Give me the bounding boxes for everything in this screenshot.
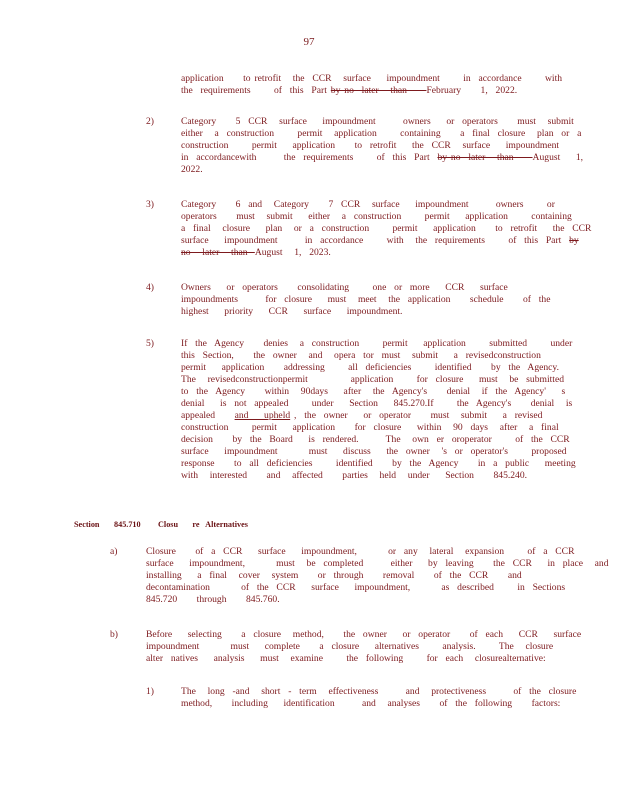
page-number: 97 bbox=[303, 36, 315, 48]
text-run: Closure of a CCR surface impoundment, or any lateral expansion of a CCR bbox=[146, 546, 575, 557]
item-line bbox=[181, 235, 579, 247]
sub-item-line bbox=[146, 570, 522, 582]
text-run: surface impoundment in accordance with the requirements of this Part bbox=[181, 235, 570, 246]
section-label: Section bbox=[74, 520, 100, 529]
text-run: construction permit application for closure within 90 days after a final bbox=[181, 422, 559, 433]
item-line bbox=[181, 199, 555, 211]
nested-item-line bbox=[181, 698, 560, 710]
item-line bbox=[181, 294, 551, 306]
text-run: to the Agency within 90days after the Agency's denial if the Agency' s bbox=[181, 386, 566, 397]
text-run: decision by the Board is rendered. The own er oroperator of the CCR bbox=[181, 434, 570, 445]
item-number: 5) bbox=[146, 338, 154, 349]
text-run: response to all deficiencies identified by the Agency in a public meeting bbox=[181, 458, 576, 469]
text-run: Category 5 CCR surface impoundment owners or operators must submit bbox=[181, 116, 574, 127]
underlined-text: and upheld bbox=[234, 410, 291, 421]
text-run: , the owner or operator must submit a revised bbox=[290, 410, 543, 421]
item-number: 4) bbox=[146, 282, 154, 293]
text-run: with interested and affected parties held under Section 845.240. bbox=[181, 470, 528, 481]
item-line bbox=[181, 116, 574, 128]
item-line bbox=[181, 398, 572, 410]
text-run: permit application addressing all deficiencies identified by the Agency. bbox=[181, 362, 560, 373]
text-run: surface impoundment, must be completed either by leaving the CCR in place and bbox=[146, 558, 609, 569]
item-number: 2) bbox=[146, 116, 154, 127]
item-line bbox=[181, 223, 591, 235]
item-line bbox=[181, 374, 564, 386]
struck-text: by bbox=[569, 235, 579, 246]
item-line bbox=[181, 282, 508, 294]
item-line bbox=[181, 152, 583, 164]
text-run: August 1, 2023. bbox=[254, 247, 331, 258]
text-run: application to retrofit the CCR surface impoundment in accordance with bbox=[181, 73, 563, 84]
item-line bbox=[181, 386, 565, 398]
item-line bbox=[181, 434, 570, 446]
sub-item-line bbox=[146, 558, 609, 570]
item-line bbox=[181, 128, 581, 140]
text-run: decontamination of the CCR surface impoundment, as described in Sections bbox=[146, 582, 566, 593]
text-run: impoundments for closure must meet the application schedule of the bbox=[181, 294, 551, 305]
sub-item-number: b) bbox=[110, 629, 118, 640]
text-run: 845.720 through 845.760. bbox=[146, 594, 280, 605]
item-line bbox=[181, 350, 541, 362]
sub-item-line bbox=[146, 653, 546, 665]
item-line bbox=[181, 470, 527, 482]
text-run: installing a final cover system or through removal of the CCR and bbox=[146, 570, 522, 581]
text-run: highest priority CCR surface impoundment. bbox=[181, 306, 403, 317]
text-run: operators must submit either a construction permit application containing bbox=[181, 211, 572, 222]
item-line bbox=[181, 446, 567, 458]
text-run: If the Agency denies a construction permit application submitted under bbox=[181, 338, 573, 349]
struck-text: no later than bbox=[181, 247, 255, 258]
text-run: denial is not appealed under Section 845.270.If the Agency's denial is bbox=[181, 398, 573, 409]
item-number: 3) bbox=[146, 199, 154, 210]
sub-item-line bbox=[146, 641, 553, 653]
item-line bbox=[181, 458, 576, 470]
sub-item-line bbox=[146, 629, 581, 641]
text-run: appealed bbox=[181, 410, 235, 421]
text-run: Owners or operators consolidating one or more CCR surface bbox=[181, 282, 508, 293]
text-run: surface impoundment must discuss the owner 's or operator's proposed bbox=[181, 446, 567, 457]
text-run: 2022. bbox=[181, 164, 203, 175]
item-line bbox=[181, 362, 559, 374]
item-line bbox=[181, 410, 542, 422]
text-run: February 1, 2022. bbox=[426, 85, 518, 96]
nested-item-line bbox=[181, 686, 576, 698]
text-run: the requirements of this Part bbox=[181, 85, 331, 96]
item-line bbox=[181, 164, 203, 176]
item-line bbox=[181, 247, 331, 259]
sub-item-line bbox=[146, 594, 280, 606]
text-run: method, including identification and analyses of the following factors: bbox=[181, 698, 561, 709]
text-run: August 1, bbox=[532, 152, 584, 163]
item-line bbox=[181, 338, 572, 350]
section-number: 845.710 bbox=[114, 520, 141, 529]
text-run: The revisedconstructionpermit application for closure must be submitted bbox=[181, 374, 565, 385]
sub-item-line bbox=[146, 546, 574, 558]
text-run: a final closure plan or a construction permit application to retrofit the CCR bbox=[181, 223, 592, 234]
item-line bbox=[181, 140, 559, 152]
item-line bbox=[181, 306, 402, 318]
text-run: in accordancewith the requirements of this Part bbox=[181, 152, 438, 163]
struck-text: by no later than bbox=[437, 152, 533, 163]
text-run: Before selecting a closure method, the owner or operator of each CCR surface bbox=[146, 629, 582, 640]
text-run: impoundment must complete a closure alternatives analysis. The closure bbox=[146, 641, 554, 652]
nested-item-number: 1) bbox=[146, 686, 154, 697]
sub-item-line bbox=[146, 582, 565, 594]
text-run: alter natives analysis must examine the following for each closurealternative: bbox=[146, 653, 546, 664]
sub-item-number: a) bbox=[110, 546, 118, 557]
item-line bbox=[181, 211, 572, 223]
text-run: construction permit application to retrofit the CCR surface impoundment bbox=[181, 140, 560, 151]
text-run: The long -and short - term effectiveness and protectiveness of the closure bbox=[181, 686, 577, 697]
text-run: Category 6 and Category 7 CCR surface impoundment owners or bbox=[181, 199, 555, 210]
section-title: Closu re Alternatives bbox=[158, 520, 248, 529]
intro-line bbox=[181, 85, 517, 97]
intro-line bbox=[181, 73, 562, 85]
text-run: this Section, the owner and opera tor must submit a revisedconstruction bbox=[181, 350, 541, 361]
text-run: either a construction permit application containing a final closure plan or a bbox=[181, 128, 582, 139]
item-line bbox=[181, 422, 559, 434]
struck-text: by no later than bbox=[330, 85, 427, 96]
